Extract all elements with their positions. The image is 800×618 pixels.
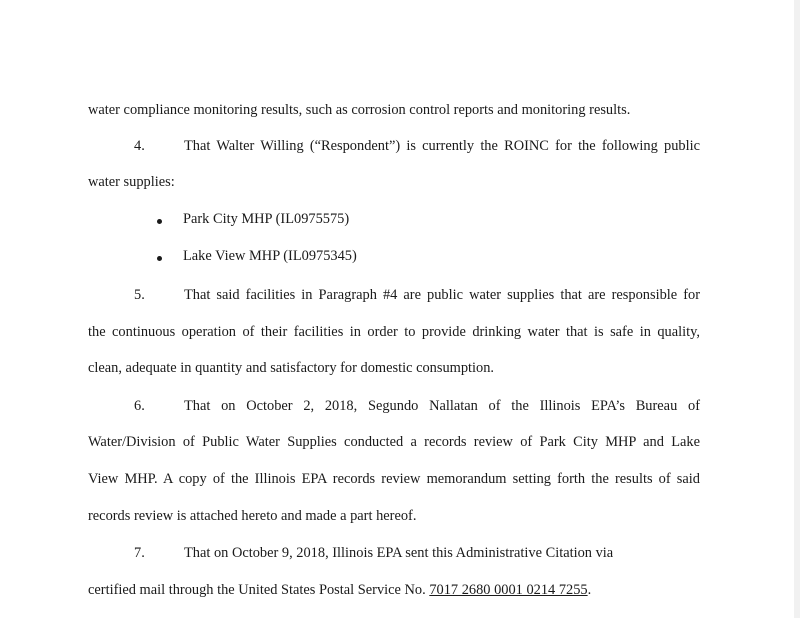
paragraph-5-line-1: That said facilities in Paragraph #4 are public water supplies that are responsible for xyxy=(184,287,700,303)
paragraph-4-number: 4. xyxy=(134,138,145,154)
paragraph-6-line-1: That on October 2, 2018, Segundo Nallatan of the Illinois EPA’s Bureau of xyxy=(184,398,700,414)
paragraph-7-line-2 xyxy=(88,583,591,597)
paragraph-7-number: 7. xyxy=(134,545,145,561)
paragraph-5-number: 5. xyxy=(134,287,145,303)
bullet-icon xyxy=(157,256,162,261)
paragraph-5-line-2: the continuous operation of their facilities in order to provide drinking water that is safe in quality, xyxy=(88,324,700,340)
paragraph-7-line-2-suffix: . xyxy=(587,582,592,598)
paragraph-7-line-1: That on October 9, 2018, Illinois EPA sent this Administrative Citation via xyxy=(184,545,614,561)
paragraph-6-line-2: Water/Division of Public Water Supplies conducted a records review of Park City MHP and Lake xyxy=(88,434,700,450)
paragraph-7-line-2-prefix: certified mail through the United States Postal Service No. xyxy=(88,582,430,598)
paragraph-6-line-4: records review is attached hereto and made a part hereof. xyxy=(88,508,417,524)
paragraph-6-number: 6. xyxy=(134,398,145,414)
page-edge-shadow xyxy=(794,0,800,618)
paragraph-4-line-1: That Walter Willing (“Respondent”) is currently the ROINC for the following public xyxy=(184,138,700,154)
paragraph-6-line-3: View MHP. A copy of the Illinois EPA records review memorandum setting forth the results of said xyxy=(88,471,700,487)
text-line-continuation: water compliance monitoring results, such as corrosion control reports and monitoring results. xyxy=(88,102,631,118)
bullet-icon xyxy=(157,219,162,224)
paragraph-5-line-3: clean, adequate in quantity and satisfactory for domestic consumption. xyxy=(88,360,495,376)
paragraph-4-line-2: water supplies: xyxy=(88,174,175,190)
supply-item-1: Park City MHP (IL0975575) xyxy=(183,211,350,227)
supply-item-2: Lake View MHP (IL0975345) xyxy=(183,248,357,264)
tracking-number: 7017 2680 0001 0214 7255 xyxy=(429,582,588,598)
